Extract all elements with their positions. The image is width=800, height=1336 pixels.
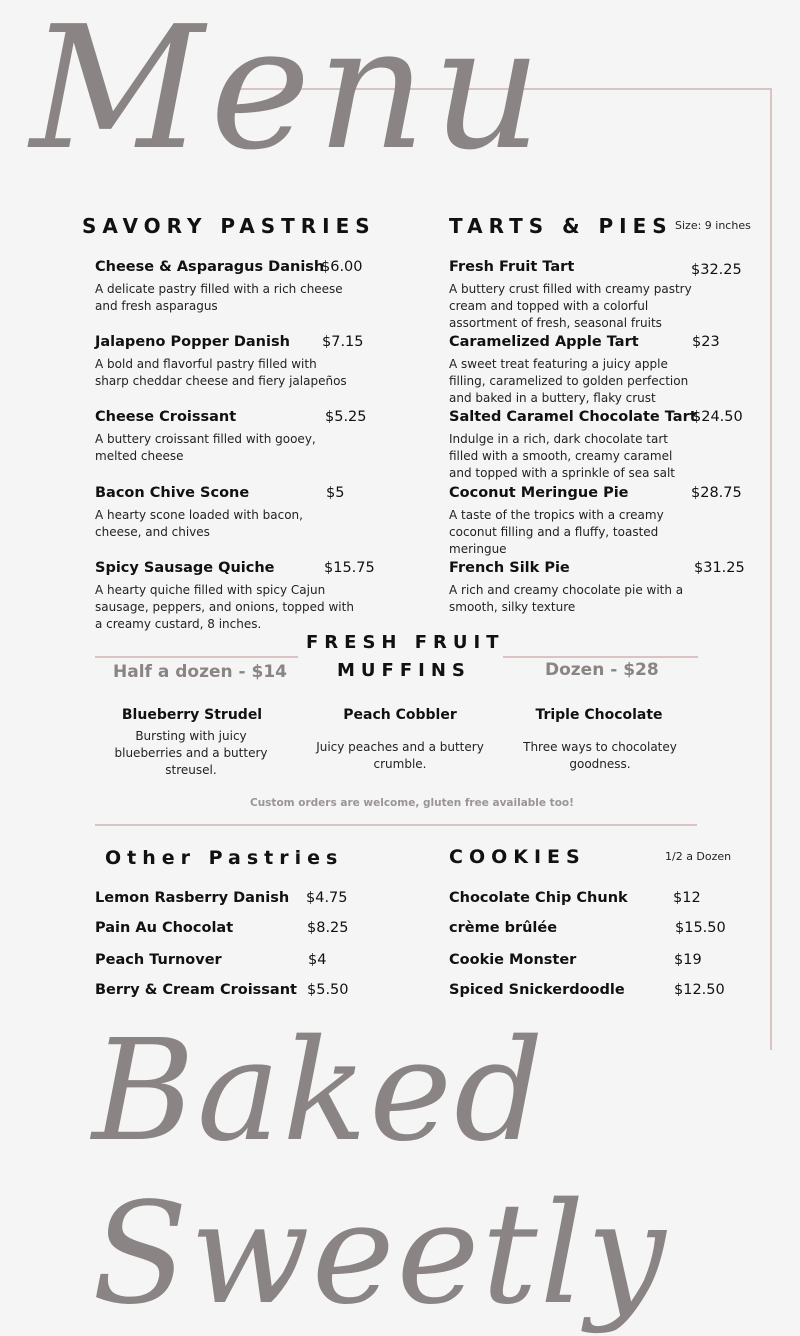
- muffin-item-desc: Juicy peaches and a buttery crumble.: [316, 740, 484, 771]
- tarts-item-name: Salted Caramel Chocolate Tart: [449, 409, 697, 425]
- savory-item-name: Bacon Chive Scone: [95, 485, 250, 501]
- cookie-item-name: Cookie Monster: [449, 952, 577, 968]
- cookie-item-name: Spiced Snickerdoodle: [449, 982, 625, 998]
- savory-item-price: $5.25: [325, 409, 367, 425]
- tarts-item-desc: Indulge in a rich, dark chocolate tart filled with a smooth, creamy caramel and topped with a sprinkle of sea salt: [449, 432, 675, 480]
- menu-script-title: Menu: [30, 0, 548, 188]
- savory-item-price: $6.00: [321, 259, 363, 275]
- savory-item-price: $7.15: [322, 334, 364, 350]
- muffins-rule-right: [503, 656, 698, 658]
- other-item-price: $8.25: [307, 920, 349, 936]
- muffins-rule-left: [95, 656, 298, 658]
- muffins-title-line2: MUFFINS: [337, 660, 471, 681]
- other-item-name: Peach Turnover: [95, 952, 222, 968]
- section-divider: [95, 824, 697, 826]
- tarts-item-price: $31.25: [694, 560, 745, 576]
- muffin-item-name: Triple Chocolate: [535, 707, 663, 723]
- savory-item-desc: A bold and flavorful pastry filled with sharp cheddar cheese and fiery jalapeños: [95, 357, 347, 388]
- brand-script-footer: Baked Sweetly: [92, 1010, 668, 1336]
- custom-orders-note: Custom orders are welcome, gluten free available too!: [250, 797, 574, 809]
- savory-item-desc: A hearty scone loaded with bacon, cheese, and chives: [95, 508, 303, 539]
- cookie-item-price: $12: [673, 890, 701, 906]
- savory-item-desc: A hearty quiche filled with spicy Cajun sausage, peppers, and onions, topped with a creamy custard, 8 inches.: [95, 583, 354, 631]
- savory-section-title: SAVORY PASTRIES: [82, 214, 376, 238]
- savory-item-desc: A buttery croissant filled with gooey, melted cheese: [95, 432, 316, 463]
- other-item-name: Berry & Cream Croissant: [95, 982, 297, 998]
- tarts-item-price: $32.25: [691, 262, 742, 278]
- cookies-qty-note: 1/2 a Dozen: [665, 850, 732, 863]
- savory-item-name: Spicy Sausage Quiche: [95, 560, 275, 576]
- savory-item-price: $5: [326, 485, 345, 501]
- other-item-price: $4: [308, 952, 327, 968]
- tarts-item-name: Caramelized Apple Tart: [449, 334, 639, 350]
- other-item-price: $4.75: [306, 890, 348, 906]
- other-item-price: $5.50: [307, 982, 349, 998]
- cookies-section-title: COOKIES: [449, 846, 586, 868]
- cookie-item-price: $15.50: [675, 920, 726, 936]
- dozen-price: Dozen - $28: [545, 660, 659, 680]
- tarts-item-desc: A sweet treat featuring a juicy apple filling, caramelized to golden perfection and baked in a buttery, flaky crust: [449, 357, 689, 405]
- cookie-item-name: Chocolate Chip Chunk: [449, 890, 628, 906]
- tarts-item-name: Fresh Fruit Tart: [449, 259, 575, 275]
- tarts-item-desc: A taste of the tropics with a creamy coconut filling and a fluffy, toasted meringue: [449, 508, 664, 556]
- muffin-item-name: Blueberry Strudel: [121, 707, 263, 723]
- savory-item-name: Cheese & Asparagus Danish: [95, 259, 325, 275]
- tarts-size-note: Size: 9 inches: [675, 219, 751, 232]
- tarts-item-desc: A rich and creamy chocolate pie with a smooth, silky texture: [449, 583, 684, 614]
- tarts-item-name: Coconut Meringue Pie: [449, 485, 629, 501]
- savory-item-name: Cheese Croissant: [95, 409, 237, 425]
- tarts-section-title: TARTS & PIES: [449, 214, 673, 238]
- frame-right-line: [770, 88, 772, 1050]
- savory-item-desc: A delicate pastry filled with a rich cheese and fresh asparagus: [95, 282, 343, 313]
- other-section-title: Other Pastries: [105, 847, 344, 869]
- cookie-item-name: crème brûlée: [449, 920, 558, 936]
- tarts-item-price: $28.75: [691, 485, 742, 501]
- savory-item-name: Jalapeno Popper Danish: [95, 334, 290, 350]
- muffin-item-desc: Bursting with juicy blueberries and a buttery streusel.: [114, 729, 268, 777]
- half-dozen-price: Half a dozen - $14: [113, 662, 287, 682]
- tarts-item-name: French Silk Pie: [449, 560, 570, 576]
- tarts-item-price: $24.50: [692, 409, 743, 425]
- cookie-item-price: $19: [674, 952, 702, 968]
- tarts-item-desc: A buttery crust filled with creamy pastry cream and topped with a colorful assortment of fresh, seasonal fruits: [449, 282, 692, 330]
- tarts-item-price: $23: [692, 334, 720, 350]
- muffin-item-desc: Three ways to chocolatey goodness.: [523, 740, 677, 771]
- other-item-name: Lemon Rasberry Danish: [95, 890, 290, 906]
- muffins-title-line1: FRESH FRUIT: [306, 632, 505, 653]
- other-item-name: Pain Au Chocolat: [95, 920, 234, 936]
- cookie-item-price: $12.50: [674, 982, 725, 998]
- savory-item-price: $15.75: [324, 560, 375, 576]
- muffin-item-name: Peach Cobbler: [343, 707, 457, 723]
